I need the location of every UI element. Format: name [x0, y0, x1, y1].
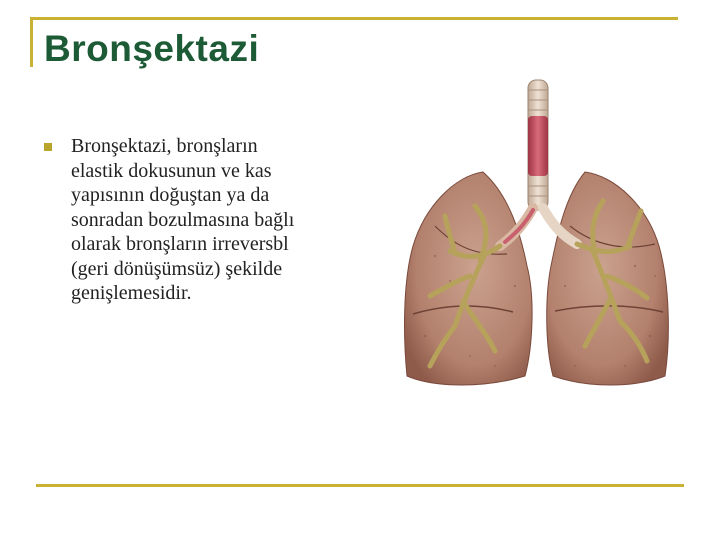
trachea-inflamed-section	[528, 116, 548, 176]
bottom-rule	[36, 484, 684, 487]
lungs-illustration	[395, 76, 685, 396]
bullet-text: Bronşektazi, bronşların elastik dokusunun ve kas yapısının doğuştan ya da sonradan bozulmasına bağlı olarak bronşların irreversbl (geri dönüşümsüz) şekilde genişlemesidir.	[71, 135, 295, 304]
bullet-square-icon	[44, 143, 52, 151]
bullet-item	[44, 134, 354, 306]
left-rule	[30, 17, 33, 67]
slide-title: Bronşektazi	[44, 28, 260, 69]
top-rule	[30, 17, 678, 20]
